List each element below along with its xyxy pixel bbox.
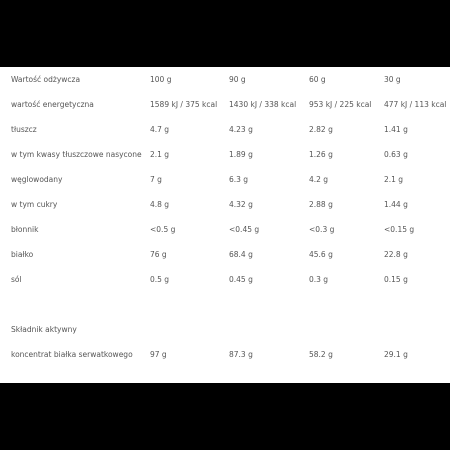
row-label: błonnik <box>11 225 39 234</box>
row-value: 0.45 g <box>229 275 253 284</box>
header-label: Wartość odżywcza <box>11 75 81 84</box>
table-row <box>0 345 450 365</box>
row-value: 4.2 g <box>309 175 329 184</box>
row-value: <0.3 g <box>309 225 335 234</box>
row-value: <0.15 g <box>384 225 415 234</box>
row-value: 4.32 g <box>229 200 253 209</box>
row-label: sól <box>11 275 22 284</box>
row-value: 1.89 g <box>229 150 253 159</box>
table-row <box>0 270 450 290</box>
row-value: 0.5 g <box>150 275 170 284</box>
row-value: 1.44 g <box>384 200 408 209</box>
section-heading-active-ingredient: Składnik aktywny <box>11 325 77 334</box>
table-row <box>0 195 450 215</box>
row-value: 4.7 g <box>150 125 170 134</box>
header-col-90g: 90 g <box>229 75 246 84</box>
row-value: 2.82 g <box>309 125 333 134</box>
row-label: w tym cukry <box>11 200 58 209</box>
row-value: 87.3 g <box>229 350 253 359</box>
row-value: 0.63 g <box>384 150 408 159</box>
row-value: <0.5 g <box>150 225 176 234</box>
row-value: 477 kJ / 113 kcal <box>384 100 447 109</box>
row-value: 7 g <box>150 175 162 184</box>
row-value: 22.8 g <box>384 250 408 259</box>
row-value: 58.2 g <box>309 350 333 359</box>
row-value: 1589 kJ / 375 kcal <box>150 100 218 109</box>
row-value: 953 kJ / 225 kcal <box>309 100 372 109</box>
row-value: 2.1 g <box>150 150 170 159</box>
table-row <box>0 245 450 265</box>
row-value: 97 g <box>150 350 167 359</box>
row-value: 1430 kJ / 338 kcal <box>229 100 297 109</box>
header-col-30g: 30 g <box>384 75 401 84</box>
table-header-row <box>0 70 450 90</box>
row-value: 0.15 g <box>384 275 408 284</box>
table-row <box>0 145 450 165</box>
row-value: 68.4 g <box>229 250 253 259</box>
row-value: 1.26 g <box>309 150 333 159</box>
row-value: 45.6 g <box>309 250 333 259</box>
nutrition-table <box>0 67 450 383</box>
row-label: węglowodany <box>11 175 63 184</box>
header-col-100g: 100 g <box>150 75 172 84</box>
table-row <box>0 220 450 240</box>
row-value: 4.23 g <box>229 125 253 134</box>
row-label: koncentrat białka serwatkowego <box>11 350 133 359</box>
row-value: 76 g <box>150 250 167 259</box>
row-value: 29.1 g <box>384 350 408 359</box>
row-value: 1.41 g <box>384 125 408 134</box>
row-value: 0.3 g <box>309 275 329 284</box>
row-value: 4.8 g <box>150 200 170 209</box>
row-value: 6.3 g <box>229 175 249 184</box>
row-value: 2.88 g <box>309 200 333 209</box>
row-label: białko <box>11 250 34 259</box>
table-row <box>0 95 450 115</box>
row-label: w tym kwasy tłuszczowe nasycone <box>11 150 142 159</box>
table-row <box>0 120 450 140</box>
header-col-60g: 60 g <box>309 75 326 84</box>
row-value: <0.45 g <box>229 225 260 234</box>
row-value: 2.1 g <box>384 175 404 184</box>
row-label: wartość energetyczna <box>11 100 94 109</box>
table-row <box>0 170 450 190</box>
row-label: tłuszcz <box>11 125 37 134</box>
